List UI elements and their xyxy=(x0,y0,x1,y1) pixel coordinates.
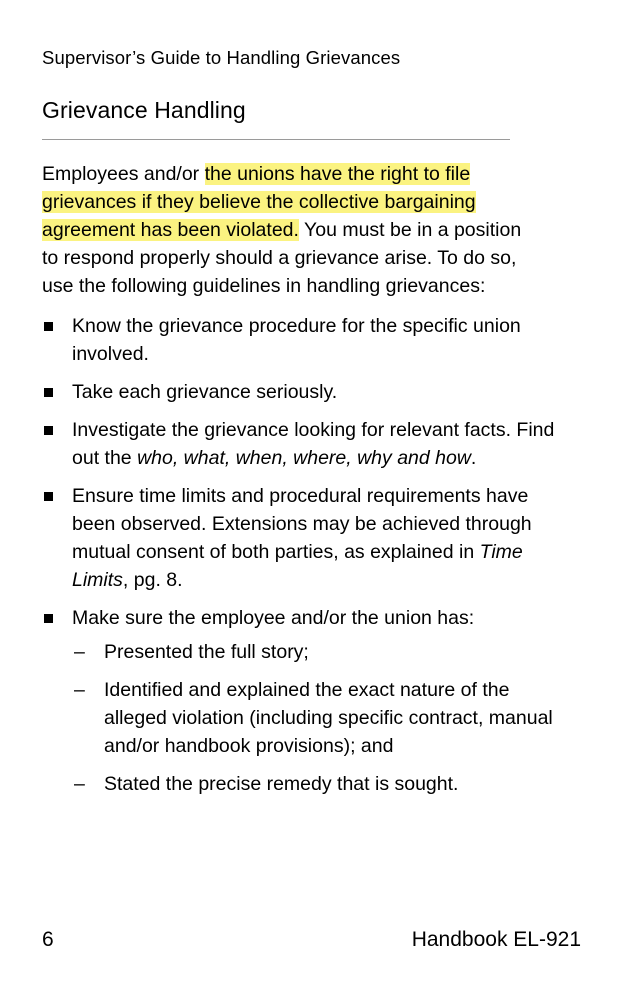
bullet-square-icon xyxy=(44,322,53,331)
bullet-square-icon xyxy=(44,426,53,435)
title-divider xyxy=(42,139,510,140)
bullet-square-icon xyxy=(44,614,53,623)
dash-icon: – xyxy=(74,640,85,663)
page-footer xyxy=(42,928,581,952)
list-item xyxy=(42,312,572,368)
intro-text-after: You must be in a position to respond properly should a grievance arise. To do so, use the following guidelines in handling grievances: xyxy=(42,218,522,297)
page-number: 6 xyxy=(42,928,54,951)
list-item-text: Know the grievance procedure for the specific union involved. xyxy=(72,314,521,365)
page-title: Grievance Handling xyxy=(42,97,246,124)
list-item xyxy=(42,378,572,406)
list-item-text-tail: , pg. 8. xyxy=(122,568,183,591)
handbook-label: Handbook EL-921 xyxy=(411,928,581,951)
sub-list-item xyxy=(72,638,572,666)
dash-icon: – xyxy=(74,678,85,701)
bullet-square-icon xyxy=(44,388,53,397)
sub-list-item xyxy=(72,770,572,798)
list-item-text-tail: . xyxy=(470,446,477,469)
list-item-text-lead: Ensure time limits and procedural requirements have been observed. Extensions may be achieved through mutual consent of both parties, as explained in xyxy=(72,484,532,563)
sub-list-item-text: Identified and explained the exact nature of the alleged violation (including specific contract, manual and/or handbook provisions); and xyxy=(104,678,553,757)
list-item-text: Take each grievance seriously. xyxy=(72,380,338,403)
list-item-text: Make sure the employee and/or the union has: xyxy=(72,606,475,629)
bullet-square-icon xyxy=(44,492,53,501)
intro-paragraph xyxy=(42,160,542,300)
intro-text-before: Employees and/or xyxy=(42,162,205,185)
highlighted-text: the unions have the right to file grievances if they believe the collective bargaining agreement has been violated. xyxy=(42,162,476,241)
list-item-text-italic: Time Limits xyxy=(72,540,523,591)
sub-list-item-text: Stated the precise remedy that is sought. xyxy=(104,772,459,795)
list-item xyxy=(42,482,572,594)
list-item-text-italic: who, what, when, where, why and how xyxy=(137,446,471,469)
list-item-text-lead: Investigate the grievance looking for relevant facts. Find out the xyxy=(72,418,555,469)
list-item xyxy=(42,604,572,798)
guidelines-list xyxy=(42,312,581,798)
running-head: Supervisor’s Guide to Handling Grievances xyxy=(42,47,401,68)
sub-list-item-text: Presented the full story; xyxy=(104,640,309,663)
sub-list-item xyxy=(72,676,572,760)
list-item xyxy=(42,416,572,472)
sub-list xyxy=(72,638,572,798)
dash-icon: – xyxy=(74,772,85,795)
